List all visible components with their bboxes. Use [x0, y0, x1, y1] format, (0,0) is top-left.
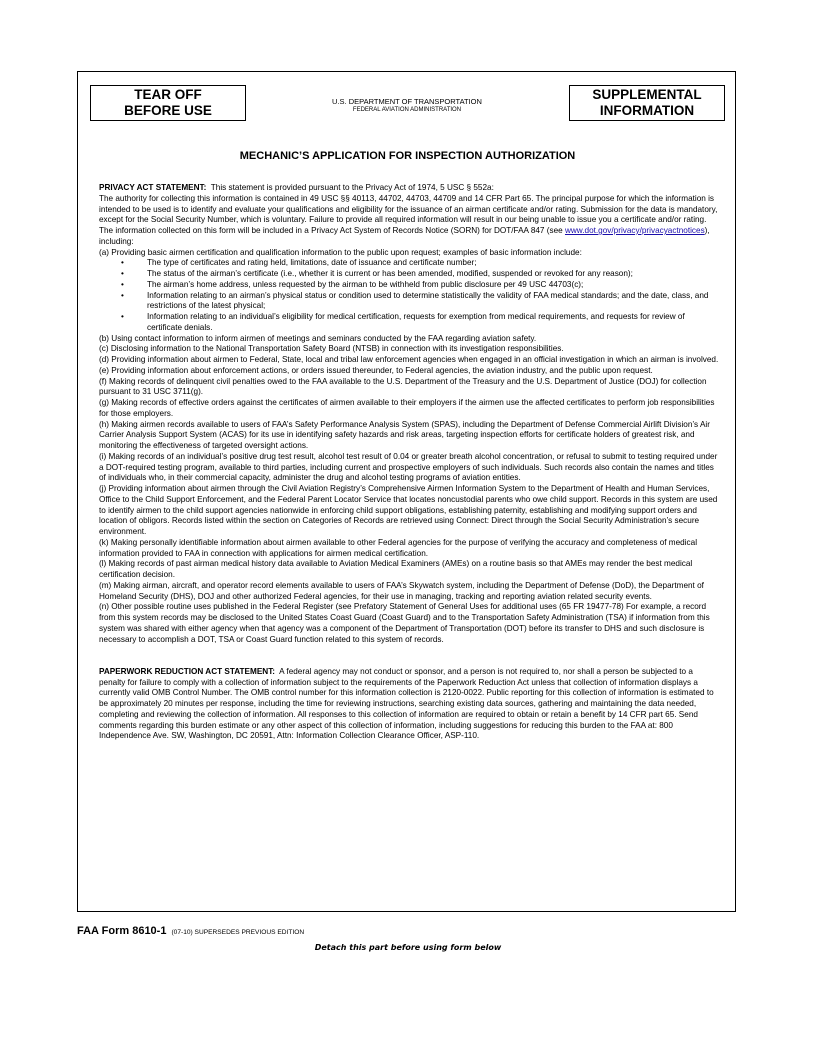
privacy-heading: PRIVACY ACT STATEMENT: [99, 183, 207, 192]
bullet-icon: • [121, 279, 124, 289]
privacy-item-g: (g) Making records of effective orders against the certificates of airmen available to their employers if the airmen use the affected certificates to perform job responsibilities for those employers. [99, 398, 715, 418]
tear-off-box [90, 85, 246, 121]
agency-header [238, 97, 576, 114]
privacy-item-d: (d) Providing information about airmen to Federal, State, local and tribal law enforcement agencies when engaged in an official investigation in which an airman is involved. [99, 355, 719, 364]
page-title: MECHANIC’S APPLICATION FOR INSPECTION AUTHORIZATION [239, 150, 576, 162]
paperwork-paragraph [99, 667, 719, 742]
privacy-intro: The authority for collecting this information is contained in 49 USC §§ 40113, 44702, 44703, 44709 and 14 CFR Part 65. The principal purpose for which the information is intended to be used is to identify and evaluate your qualifications and eligibility for the issuance of an airman certificate and/or rating. Submission for the data is mandatory, except for the Social Security Number, which is voluntary. Failure to provide all required information will result in our being unable to issue you a certificate and/or rating. The information collected on this form will be included in a Privacy Act System of Records Notice (SORN) for DOT/FAA 847 (see [99, 193, 718, 235]
privacy-intro-paragraph [99, 194, 719, 248]
bullet-icon: • [121, 269, 124, 278]
privacy-item-c: (c) Disclosing information to the National Transportation Safety Board (NTSB) in connection with its investigation responsibilities. [99, 344, 564, 354]
privacy-item-j: (j) Providing information about airmen through the Civil Aviation Registry’s Comprehensive Airmen Information System to the Department of Health and Human Services, Office to the Child Support Enforcement, and the Federal Parent Locator Service that locates noncustodial parents who owe child support. Records in this system are used to identify airmen to the child support agencies nationwide in enforcing child support obligations, establishing paternity, establishing and modifying support orders and location of obligors. Records listed within the section on Categories of Records are retrieved using Connect: Direct through the Social Security Administration’s secure environment. [99, 484, 718, 536]
privacy-item-b: (b) Using contact information to inform airmen of meetings and seminars conducted by the FAA regarding aviation safety. [99, 333, 537, 343]
privacy-item-e: (e) Providing information about enforcement actions, or orders issued thereunder, to Federal agencies, the aviation industry, and the public upon request. [99, 365, 653, 375]
bullet-text: The status of the airman’s certificate (i.e., whether it is current or has been amended, modified, suspended or revoked for any reason); [147, 269, 633, 278]
form-frame [77, 71, 736, 912]
list-item [99, 280, 719, 291]
agency-name: U.S. DEPARTMENT OF TRANSPORTATION [332, 97, 482, 106]
bullet-text: Information relating to an individual’s eligibility for medical certification, requests for exemption from medical requirements, and requests for review of certificate denials. [147, 312, 685, 332]
statement-content [99, 183, 719, 742]
paperwork-heading: PAPERWORK REDUCTION ACT STATEMENT: [99, 666, 276, 676]
privacy-item-a: (a) Providing basic airmen certification and qualification information to the public upon request; examples of basic information include: [99, 247, 582, 257]
form-footer [77, 921, 304, 939]
privacy-item-k: (k) Making personally identifiable information about airmen available to other Federal agencies for the purpose of verifying the accuracy and completeness of medical information provided to FAA in connection with applications for airmen medical certification. [99, 537, 698, 558]
bullet-text: Information relating to an airman’s physical status or condition used to determine statistically the validity of FAA medical standards; and the date, class, and restrictions of the latest physical; [147, 290, 709, 311]
privacy-notices-link[interactable]: www.dot.gov/privacy/privacyactnotices [564, 226, 705, 235]
privacy-lead: This statement is provided pursuant to the Privacy Act of 1974, 5 USC § 552a: [210, 183, 494, 192]
supplemental-line-2: INFORMATION [599, 103, 695, 118]
list-item [99, 312, 719, 334]
basic-info-list [99, 258, 719, 333]
list-item [99, 258, 719, 269]
privacy-item-h: (h) Making airmen records available to users of FAA’s Safety Performance Analysis System (SPAS), including the Department of Defense Commercial Airlift Division’s Air Carrier Analysis Support System (ACAS) for its use in identifying safety hazards and risk areas, targeting inspection efforts for certificate holders of greatest risk, and monitoring the effectiveness of targeted oversight actions. [99, 419, 710, 450]
bullet-text: The airman’s home address, unless requested by the airman to be withheld from public disclosure per 49 USC 44703(c); [147, 279, 584, 289]
privacy-item-i: (i) Making records of an individual’s positive drug test result, alcohol test result of 0.04 or greater breath alcohol concentration, or refusal to submit to testing required under a DOT-required testing program, available to third parties, including current and prospective employers of such individuals. Such records also contain the names and titles of individuals who, in their commercial capacity, administer the drug and alcohol testing programs of aviation entities. [99, 451, 718, 483]
privacy-item-m: (m) Making airman, aircraft, and operator record elements available to users of FAA’s Skywatch system, including the Department of Defense (DoD), the Department of Homeland Security (DHS), DOJ and other authorized Federal agencies, for their use in managing, tracking and reporting aviation related security events. [99, 580, 704, 601]
bullet-icon: • [121, 312, 124, 321]
detach-note: Detach this part before using form below [314, 943, 502, 952]
paperwork-body: A federal agency may not conduct or sponsor, and a person is not required to, nor shall a person be subjected to a penalty for failure to comply with a collection of information subject to the requirements of the Paperwork Reduction Act unless that collection of information displays a currently valid OMB Control Number. The OMB control number for this information collection is 2120-0022. Public reporting for this collection of information is estimated to be approximately 20 minutes per response, including the time for reviewing instructions, searching existing data sources, gathering and maintaining the data needed, completing and reviewing the collection of information. All responses to this collection of information are required to obtain or retain a benefit by 14 CFR part 65. Send comments regarding this burden estimate or any other aspect of this collection of information, including suggestions for reducing this burden to the FAA at: 800 Independence Ave. SW, Washington, DC 20591, Attn: Information Collection Clearance Officer, ASP-110. [99, 666, 714, 741]
bullet-icon: • [121, 258, 124, 268]
form-number: FAA Form 8610-1 [77, 925, 167, 937]
list-item [99, 269, 719, 280]
privacy-lead-paragraph [99, 183, 719, 194]
privacy-item-l: (l) Making records of past airman medical history data available to Aviation Medical Examiners (AMEs) on a routine basis so that AMEs may render the best medical certification decision. [99, 559, 693, 579]
supplemental-line-1: SUPPLEMENTAL [592, 87, 702, 102]
privacy-item-f: (f) Making records of delinquent civil penalties owed to the FAA available to the U.S. Department of the Treasury and the U.S. Department of Justice (DOJ) for collection pursuant to 31 USC 3711(g). [99, 376, 707, 397]
privacy-intro-end: ), including: [99, 226, 710, 246]
supplemental-info-box [569, 85, 725, 121]
list-item [99, 291, 719, 313]
privacy-item-n: (n) Other possible routine uses published in the Federal Register (see Prefatory Statement of General Uses for additional uses (65 FR 19477-78) For example, a record from this system records may be disclosed to the United States Coast Guard (Coast Guard) and to the Transportation Safety Administration (TSA) if information from this system was shared with either agency when that agency was a component of the Department of Transportation (DOT) before its transfer to DHS and such disclosure is necessary to accomplish a DOT, TSA or Coast Guard function related to this system of records. [99, 602, 710, 644]
bullet-icon: • [121, 290, 124, 300]
tear-off-line-1: TEAR OFF [134, 87, 202, 102]
tear-off-line-2: BEFORE USE [124, 103, 212, 118]
sub-agency-name: FEDERAL AVIATION ADMINISTRATION [352, 107, 462, 113]
bullet-text: The type of certificates and rating held, limitations, date of issuance and certificate number; [147, 258, 477, 268]
form-revision: (07-10) SUPERSEDES PREVIOUS EDITION [171, 929, 305, 936]
